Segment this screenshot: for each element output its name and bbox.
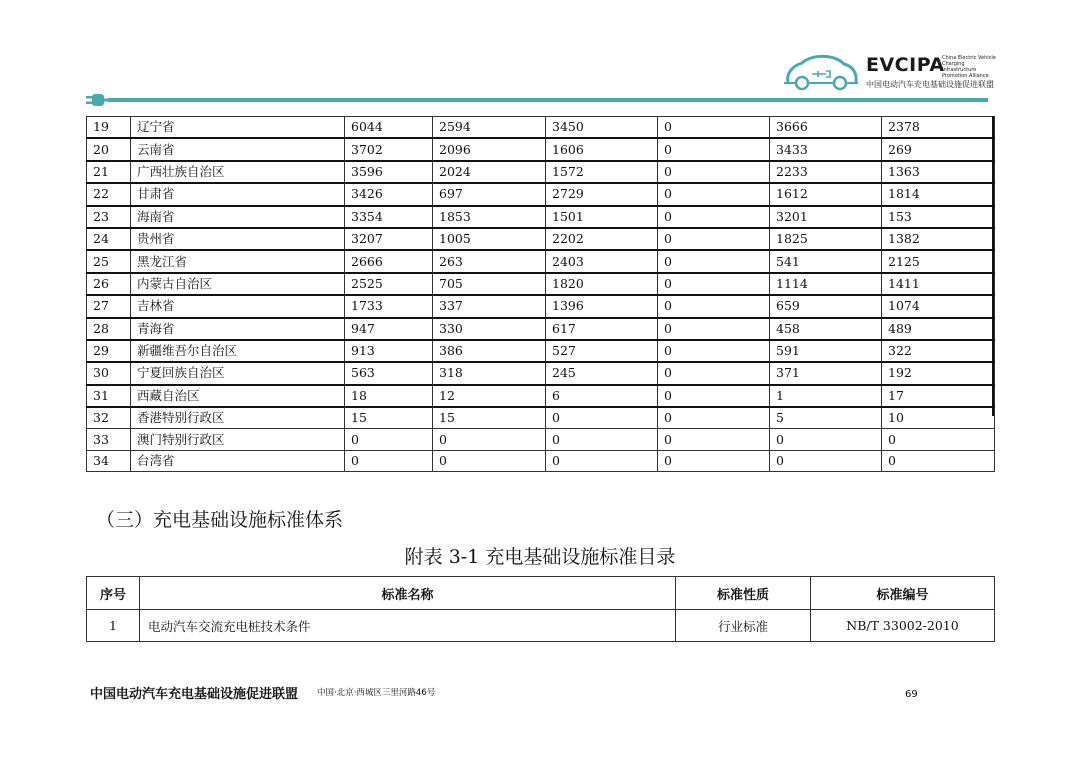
table-cell: 27 [87, 295, 131, 317]
table-cell: 1825 [770, 228, 882, 250]
table-cell: 34 [87, 450, 131, 471]
table-cell: 15 [433, 407, 546, 429]
table-cell: 192 [882, 362, 995, 384]
table-cell: 527 [546, 340, 658, 362]
table-cell: 1005 [433, 228, 546, 250]
table-cell: 0 [658, 385, 770, 407]
table-cell: 3433 [770, 138, 882, 160]
table-row [87, 362, 995, 384]
table-cell: 2024 [433, 161, 546, 183]
table-cell: 26 [87, 273, 131, 295]
table-cell: 0 [658, 429, 770, 450]
table-cell: 322 [882, 340, 995, 362]
province-charging-table [86, 116, 995, 472]
table-cell: 0 [658, 340, 770, 362]
header-rule [108, 98, 988, 102]
table-cell: 宁夏回族自治区 [131, 362, 345, 384]
table-cell: 31 [87, 385, 131, 407]
table-cell: 19 [87, 117, 131, 139]
table-row [87, 318, 995, 340]
table-cell: 0 [658, 295, 770, 317]
table-cell: 香港特别行政区 [131, 407, 345, 429]
page-number: 69 [905, 689, 918, 700]
table-right-border [992, 116, 994, 416]
table-cell: 2096 [433, 138, 546, 160]
table-cell: 10 [882, 407, 995, 429]
table-cell: 22 [87, 183, 131, 205]
table-cell: 489 [882, 318, 995, 340]
table-cell: 617 [546, 318, 658, 340]
table-row [87, 385, 995, 407]
table-cell: 30 [87, 362, 131, 384]
table-cell: 0 [546, 429, 658, 450]
table-cell: 20 [87, 138, 131, 160]
footer-organization: 中国电动汽车充电基础设施促进联盟 [90, 687, 299, 702]
table-cell: 1114 [770, 273, 882, 295]
table-cell: 澳门特别行政区 [131, 429, 345, 450]
table-cell: 25 [87, 250, 131, 272]
table-cell: 330 [433, 318, 546, 340]
table-row [87, 250, 995, 272]
table-cell: 0 [658, 250, 770, 272]
standards-table [86, 576, 995, 642]
table-cell: 153 [882, 206, 995, 228]
table-cell: 6 [546, 385, 658, 407]
table-row [87, 273, 995, 295]
table-cell: 6044 [345, 117, 433, 139]
table-cell: 3702 [345, 138, 433, 160]
footer-address: 中国·北京·西城区三里河路46号 [317, 688, 436, 698]
table-cell: 2378 [882, 117, 995, 139]
table-cell: 913 [345, 340, 433, 362]
table-row [87, 340, 995, 362]
table-cell: 263 [433, 250, 546, 272]
plug-icon [86, 92, 110, 108]
table-cell: 0 [433, 450, 546, 471]
table-header-row [87, 577, 995, 610]
table-cell: 386 [433, 340, 546, 362]
logo-english-name: China Electric Vehicle Charging Infrastructure Promotion Alliance [942, 55, 996, 79]
table-row [87, 117, 995, 139]
table-cell: 17 [882, 385, 995, 407]
table-cell: 内蒙古自治区 [131, 273, 345, 295]
table-cell: 23 [87, 206, 131, 228]
table-cell: 3354 [345, 206, 433, 228]
table-cell: 28 [87, 318, 131, 340]
table-row [87, 161, 995, 183]
header-cell: 标准名称 [140, 577, 676, 610]
table-cell: 371 [770, 362, 882, 384]
table-cell: 1820 [546, 273, 658, 295]
table-cell: 广西壮族自治区 [131, 161, 345, 183]
car-plug-icon [782, 52, 860, 92]
table-cell: 1382 [882, 228, 995, 250]
table-cell: 0 [658, 407, 770, 429]
table-row [87, 407, 995, 429]
table-cell: 0 [345, 429, 433, 450]
table-cell: 0 [770, 429, 882, 450]
table-cell: 1606 [546, 138, 658, 160]
table-row [87, 429, 995, 450]
table-cell: 3201 [770, 206, 882, 228]
table-caption: 附表 3-1 充电基础设施标准目录 [404, 546, 676, 568]
table-cell: 0 [658, 183, 770, 205]
logo-wordmark: EVCIPA [866, 54, 945, 76]
table-cell: 697 [433, 183, 546, 205]
table-cell: 0 [546, 407, 658, 429]
table-cell: 659 [770, 295, 882, 317]
table-row [87, 138, 995, 160]
table-cell: 2403 [546, 250, 658, 272]
table-cell: 0 [658, 117, 770, 139]
table-cell: 台湾省 [131, 450, 345, 471]
table-cell: 947 [345, 318, 433, 340]
table-cell: 12 [433, 385, 546, 407]
table-cell: 541 [770, 250, 882, 272]
table-cell: 2729 [546, 183, 658, 205]
table-row [87, 295, 995, 317]
table-cell: 海南省 [131, 206, 345, 228]
table-cell: 18 [345, 385, 433, 407]
table-cell: 0 [882, 450, 995, 471]
table-cell: 贵州省 [131, 228, 345, 250]
logo-chinese-name: 中国电动汽车充电基础设施促进联盟 [866, 80, 994, 89]
table-cell: 西藏自治区 [131, 385, 345, 407]
table-cell: 591 [770, 340, 882, 362]
table-cell: 2666 [345, 250, 433, 272]
table-cell: 269 [882, 138, 995, 160]
table-cell: 行业标准 [676, 610, 811, 642]
table-cell: 0 [658, 228, 770, 250]
table-cell: 新疆维吾尔自治区 [131, 340, 345, 362]
table-cell: 5 [770, 407, 882, 429]
table-cell: 318 [433, 362, 546, 384]
table-cell: 3450 [546, 117, 658, 139]
table-cell: 1814 [882, 183, 995, 205]
table-row [87, 228, 995, 250]
table-cell: 0 [882, 429, 995, 450]
table-cell: 0 [658, 362, 770, 384]
table-cell: 2202 [546, 228, 658, 250]
table-cell: 33 [87, 429, 131, 450]
table-cell: 1501 [546, 206, 658, 228]
table-cell: 15 [345, 407, 433, 429]
header-cell: 序号 [87, 577, 140, 610]
table-cell: 1074 [882, 295, 995, 317]
table-cell: 0 [658, 161, 770, 183]
table-cell: 337 [433, 295, 546, 317]
table-cell: 0 [658, 273, 770, 295]
table-row [87, 450, 995, 471]
table-cell: 458 [770, 318, 882, 340]
table-cell: 0 [658, 206, 770, 228]
header-cell: 标准编号 [811, 577, 995, 610]
section-title: （三）充电基础设施标准体系 [96, 509, 344, 531]
table-cell: 705 [433, 273, 546, 295]
table-cell: 32 [87, 407, 131, 429]
table-cell: 云南省 [131, 138, 345, 160]
table-cell: 2594 [433, 117, 546, 139]
table-cell: 吉林省 [131, 295, 345, 317]
table-cell: 0 [658, 450, 770, 471]
table-cell: 2525 [345, 273, 433, 295]
table-cell: 0 [658, 138, 770, 160]
table-cell: 3666 [770, 117, 882, 139]
table-cell: 1572 [546, 161, 658, 183]
table-row [87, 206, 995, 228]
table-cell: 0 [658, 318, 770, 340]
table-cell: 1 [87, 610, 140, 642]
table-cell: 3596 [345, 161, 433, 183]
table-cell: 青海省 [131, 318, 345, 340]
evcipa-logo [782, 50, 997, 94]
table-cell: 1733 [345, 295, 433, 317]
table-cell: 1363 [882, 161, 995, 183]
table-cell: 245 [546, 362, 658, 384]
table-cell: 甘肃省 [131, 183, 345, 205]
header-cell: 标准性质 [676, 577, 811, 610]
table-cell: 21 [87, 161, 131, 183]
table-row [87, 610, 995, 642]
table-cell: 24 [87, 228, 131, 250]
table-cell: NB/T 33002-2010 [811, 610, 995, 642]
table-cell: 黑龙江省 [131, 250, 345, 272]
table-cell: 3207 [345, 228, 433, 250]
table-cell: 1 [770, 385, 882, 407]
table-cell: 0 [546, 450, 658, 471]
table-cell: 0 [770, 450, 882, 471]
table-cell: 0 [345, 450, 433, 471]
table-cell: 电动汽车交流充电桩技术条件 [140, 610, 676, 642]
table-cell: 3426 [345, 183, 433, 205]
table-cell: 2125 [882, 250, 995, 272]
table-cell: 2233 [770, 161, 882, 183]
table-cell: 1411 [882, 273, 995, 295]
table-cell: 1612 [770, 183, 882, 205]
table-cell: 辽宁省 [131, 117, 345, 139]
table-cell: 563 [345, 362, 433, 384]
table-row [87, 183, 995, 205]
table-cell: 29 [87, 340, 131, 362]
table-cell: 1853 [433, 206, 546, 228]
table-cell: 1396 [546, 295, 658, 317]
table-cell: 0 [433, 429, 546, 450]
